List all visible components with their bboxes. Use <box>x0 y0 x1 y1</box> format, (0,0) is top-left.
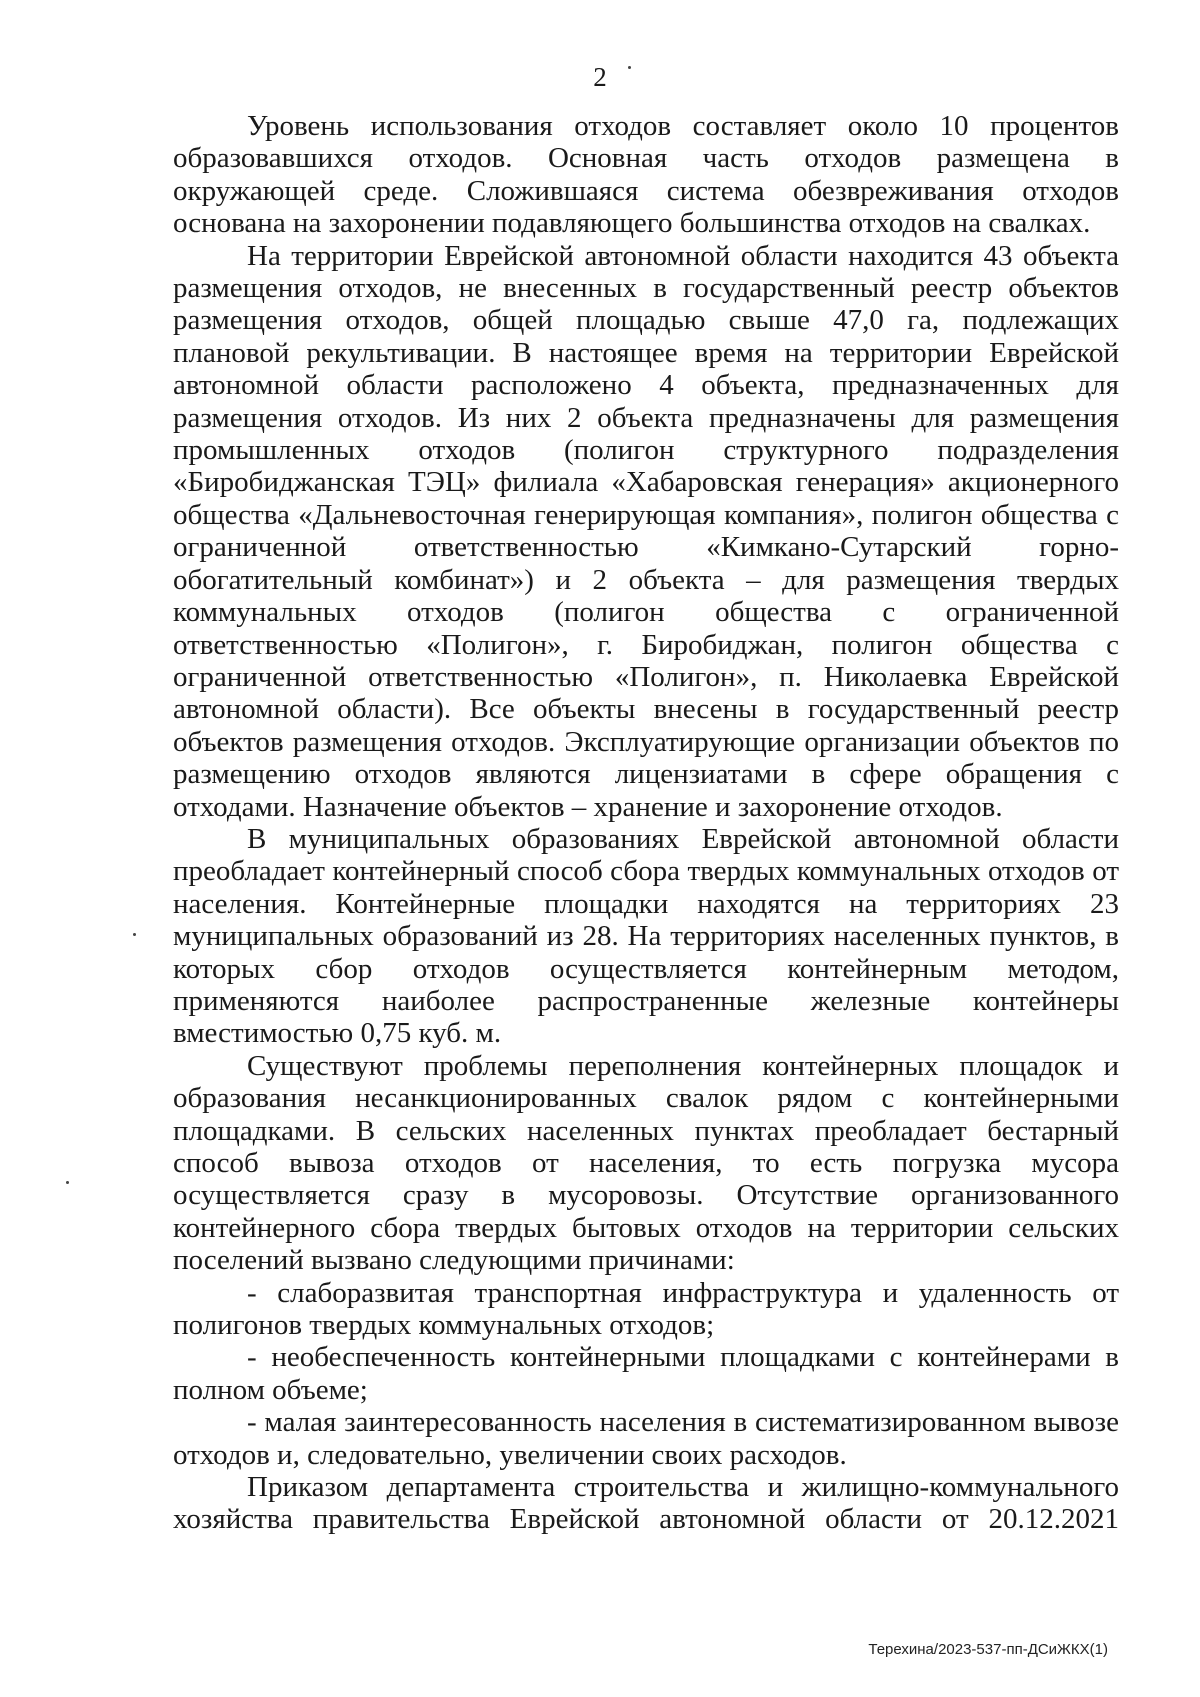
paragraph: На территории Еврейской автономной области находится 43 объекта размещения отходов, не внесенных в государственный реестр объектов размещения отходов, общей площадью свыше 47,0 га, подлежащих плановой рекультивации. В настоящее время на территории Еврейской автономной области расположено 4 объекта, предназначенных для размещения отходов. Из них 2 объекта предназначены для размещения промышленных отходов (полигон структурного подразделения «Биробиджанская ТЭЦ» филиала «Хабаровская генерация» акционерного общества «Дальневосточная генерирующая компания», полигон общества с ограниченной ответственностью «Кимкано-Сутарский горно-обогатительный комбинат») и 2 объекта – для размещения твердых коммунальных отходов (полигон общества с ограниченной ответственностью «Полигон», г. Биробиджан, полигон общества с ограниченной ответственностью «Полигон», п. Николаевка Еврейской автономной области). Все объекты внесены в государственный реестр объектов размещения отходов. Эксплуатирующие организации объектов по размещению отходов являются лицензиатами в сфере обращения с отходами. Назначение объектов – хранение и захоронение отходов. <box>173 239 1119 823</box>
paragraph: Уровень использования отходов составляет около 10 процентов образовавшихся отходов. Основная часть отходов размещена в окружающей среде. Сложившаяся система обезвреживания отходов основана на захоронении подавляющего большинства отходов на свалках. <box>173 110 1119 240</box>
scan-speck <box>133 933 136 936</box>
list-item: - необеспеченность контейнерными площадками с контейнерами в полном объеме; <box>173 1341 1119 1406</box>
list-item: - малая заинтересованность населения в систематизированном вывозе отходов и, следовательно, увеличении своих расходов. <box>173 1406 1119 1471</box>
scan-speck <box>66 1181 69 1184</box>
paragraph: В муниципальных образованиях Еврейской автономной области преобладает контейнерный способ сбора твердых коммунальных отходов от населения. Контейнерные площадки находятся на территориях 23 муниципальных образований из 28. На территориях населенных пунктов, в которых сбор отходов осуществляется контейнерным методом, применяются наиболее распространенные железные контейнеры вместимостью 0,75 куб. м. <box>173 822 1119 1050</box>
paragraph: Существуют проблемы переполнения контейнерных площадок и образования несанкционированных свалок рядом с контейнерными площадками. В сельских населенных пунктах преобладает бестарный способ вывоза отходов от населения, то есть погрузка мусора осуществляется сразу в мусоровозы. Отсутствие организованного контейнерного сбора твердых бытовых отходов на территории сельских поселений вызвано следующими причинами: <box>173 1049 1119 1277</box>
page-number: 2 <box>593 62 607 92</box>
scan-speck <box>628 66 631 69</box>
list-item: - слаборазвитая транспортная инфраструктура и удаленность от полигонов твердых коммунальных отходов; <box>173 1276 1119 1342</box>
document-code: Терехина/2023-537-пп-ДСиЖКХ(1) <box>868 1641 1108 1658</box>
document-body <box>173 110 1119 1536</box>
paragraph: Приказом департамента строительства и жилищно-коммунального хозяйства правительства Еврейской автономной области от 20.12.2021 <box>173 1471 1119 1536</box>
